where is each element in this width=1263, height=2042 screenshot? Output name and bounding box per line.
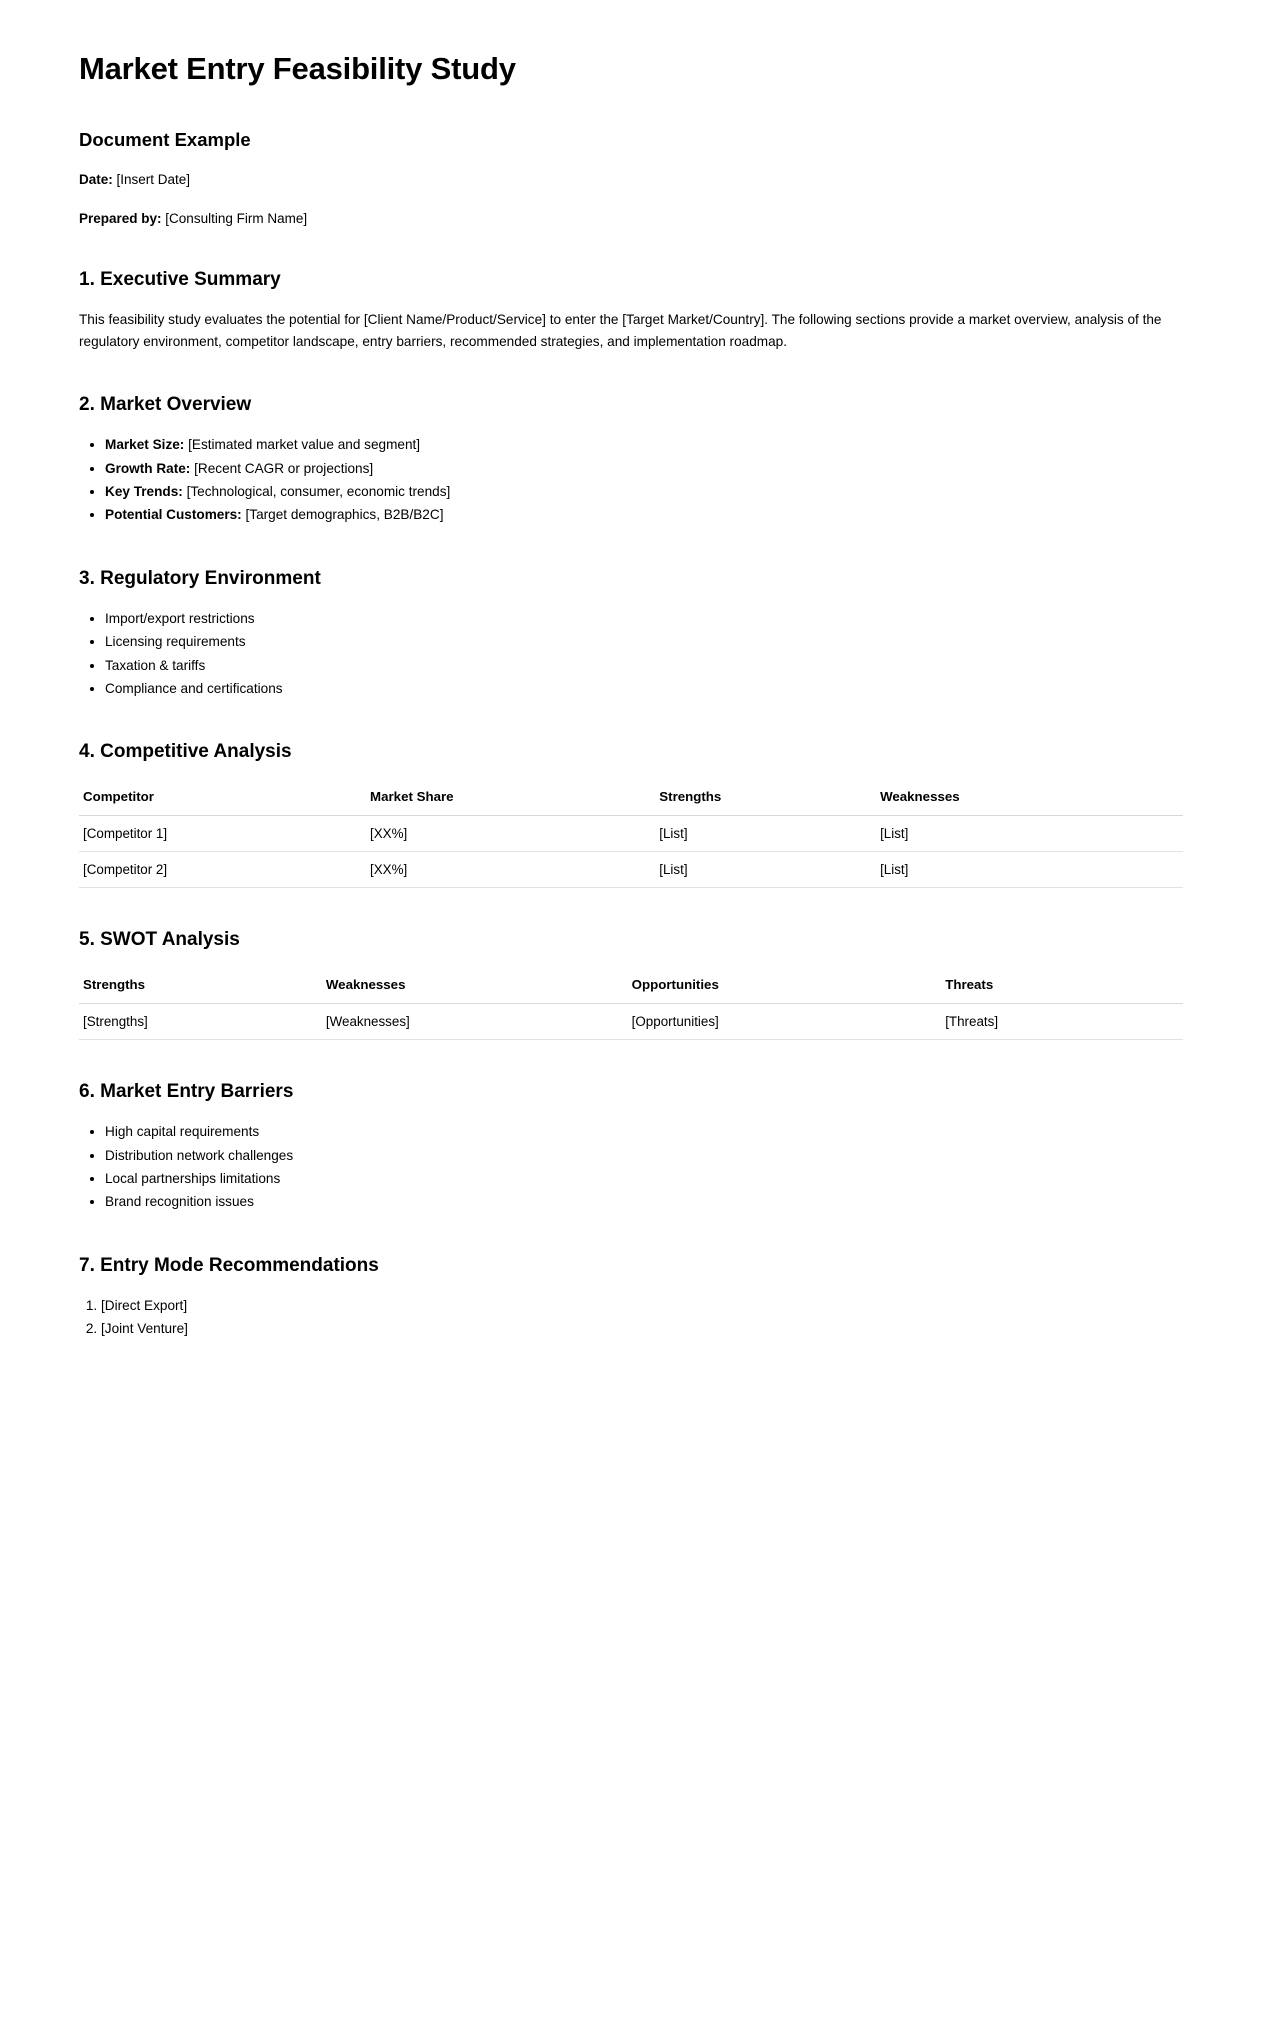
column-header-competitor: Competitor xyxy=(79,785,366,816)
list-item-label: Potential Customers: xyxy=(105,507,242,523)
table-header-row xyxy=(79,785,1183,816)
list-item-value: [Recent CAGR or projections] xyxy=(194,460,374,476)
list-item-label: Key Trends: xyxy=(105,484,183,500)
list-item: 2. [Joint Venture] xyxy=(101,1317,1183,1340)
column-header-strengths: Strengths xyxy=(655,785,876,816)
list-item: • High capital requirements xyxy=(105,1120,1183,1143)
list-item-value: [Target demographics, B2B/B2C] xyxy=(245,507,444,523)
list-item: • Brand recognition issues xyxy=(105,1190,1183,1213)
table-row xyxy=(79,1004,1183,1040)
entry-mode-recommendations-list xyxy=(79,1294,1183,1341)
table-cell: [Opportunities] xyxy=(628,1004,942,1040)
column-header-opportunities: Opportunities xyxy=(628,973,942,1004)
column-header-weaknesses: Weaknesses xyxy=(322,973,628,1004)
list-item xyxy=(105,503,1183,526)
list-item-value: [Technological, consumer, economic trends] xyxy=(186,484,451,500)
list-item xyxy=(105,457,1183,480)
table-cell: [List] xyxy=(655,852,876,888)
page-title: Market Entry Feasibility Study xyxy=(79,51,516,86)
prepared-by-label: Prepared by: xyxy=(79,210,162,226)
table-cell: [List] xyxy=(876,816,1183,852)
section-heading-market-overview: 2. Market Overview xyxy=(79,394,252,416)
list-item: • Taxation & tariffs xyxy=(105,654,1183,677)
swot-analysis-table xyxy=(79,973,1183,1040)
table-cell: [Competitor 1] xyxy=(79,816,366,852)
prepared-by-line xyxy=(79,209,1183,229)
competitive-analysis-table xyxy=(79,785,1183,888)
executive-summary-paragraph: This feasibility study evaluates the potential for [Client Name/Product/Service] to enter the [Target Market/Country]. The following sections provide a market overview, analysis of the regulatory environment, competitor landscape, entry barriers, recommended strategies, and implementation roadmap. xyxy=(79,312,1162,350)
list-item xyxy=(105,480,1183,503)
list-item: • Distribution network challenges xyxy=(105,1144,1183,1167)
date-line xyxy=(79,170,1183,190)
table-cell: [Competitor 2] xyxy=(79,852,366,888)
list-item: • Compliance and certifications xyxy=(105,677,1183,700)
list-item-value: [Estimated market value and segment] xyxy=(188,437,421,453)
list-item: • Local partnerships limitations xyxy=(105,1167,1183,1190)
date-value: [Insert Date] xyxy=(116,172,191,188)
list-item-label: Market Size: xyxy=(105,437,185,453)
column-header-weaknesses: Weaknesses xyxy=(876,785,1183,816)
table-row xyxy=(79,852,1183,888)
document-subtitle: Document Example xyxy=(79,129,251,151)
regulatory-environment-list xyxy=(79,607,1183,701)
table-cell: [XX%] xyxy=(366,816,655,852)
list-item xyxy=(105,433,1183,456)
market-entry-barriers-list xyxy=(79,1120,1183,1214)
section-heading-entry-mode-recommendations: 7. Entry Mode Recommendations xyxy=(79,1254,379,1276)
date-label: Date: xyxy=(79,172,113,188)
list-item-label: Growth Rate: xyxy=(105,460,191,476)
table-cell: [XX%] xyxy=(366,852,655,888)
column-header-threats: Threats xyxy=(941,973,1183,1004)
column-header-strengths: Strengths xyxy=(79,973,322,1004)
list-item: • Licensing requirements xyxy=(105,630,1183,653)
table-row xyxy=(79,816,1183,852)
section-heading-swot-analysis: 5. SWOT Analysis xyxy=(79,929,240,951)
market-overview-list xyxy=(79,433,1183,527)
section-heading-executive-summary: 1. Executive Summary xyxy=(79,269,281,291)
list-item: 1. [Direct Export] xyxy=(101,1294,1183,1317)
section-heading-competitive-analysis: 4. Competitive Analysis xyxy=(79,741,292,763)
section-heading-market-entry-barriers: 6. Market Entry Barriers xyxy=(79,1081,294,1103)
table-cell: [List] xyxy=(655,816,876,852)
table-cell: [Strengths] xyxy=(79,1004,322,1040)
list-item: • Import/export restrictions xyxy=(105,607,1183,630)
table-header-row xyxy=(79,973,1183,1004)
table-cell: [Threats] xyxy=(941,1004,1183,1040)
document-content xyxy=(79,50,1183,1337)
column-header-market-share: Market Share xyxy=(366,785,655,816)
table-cell: [List] xyxy=(876,852,1183,888)
section-heading-regulatory-environment: 3. Regulatory Environment xyxy=(79,567,321,589)
table-cell: [Weaknesses] xyxy=(322,1004,628,1040)
prepared-by-value: [Consulting Firm Name] xyxy=(165,210,308,226)
